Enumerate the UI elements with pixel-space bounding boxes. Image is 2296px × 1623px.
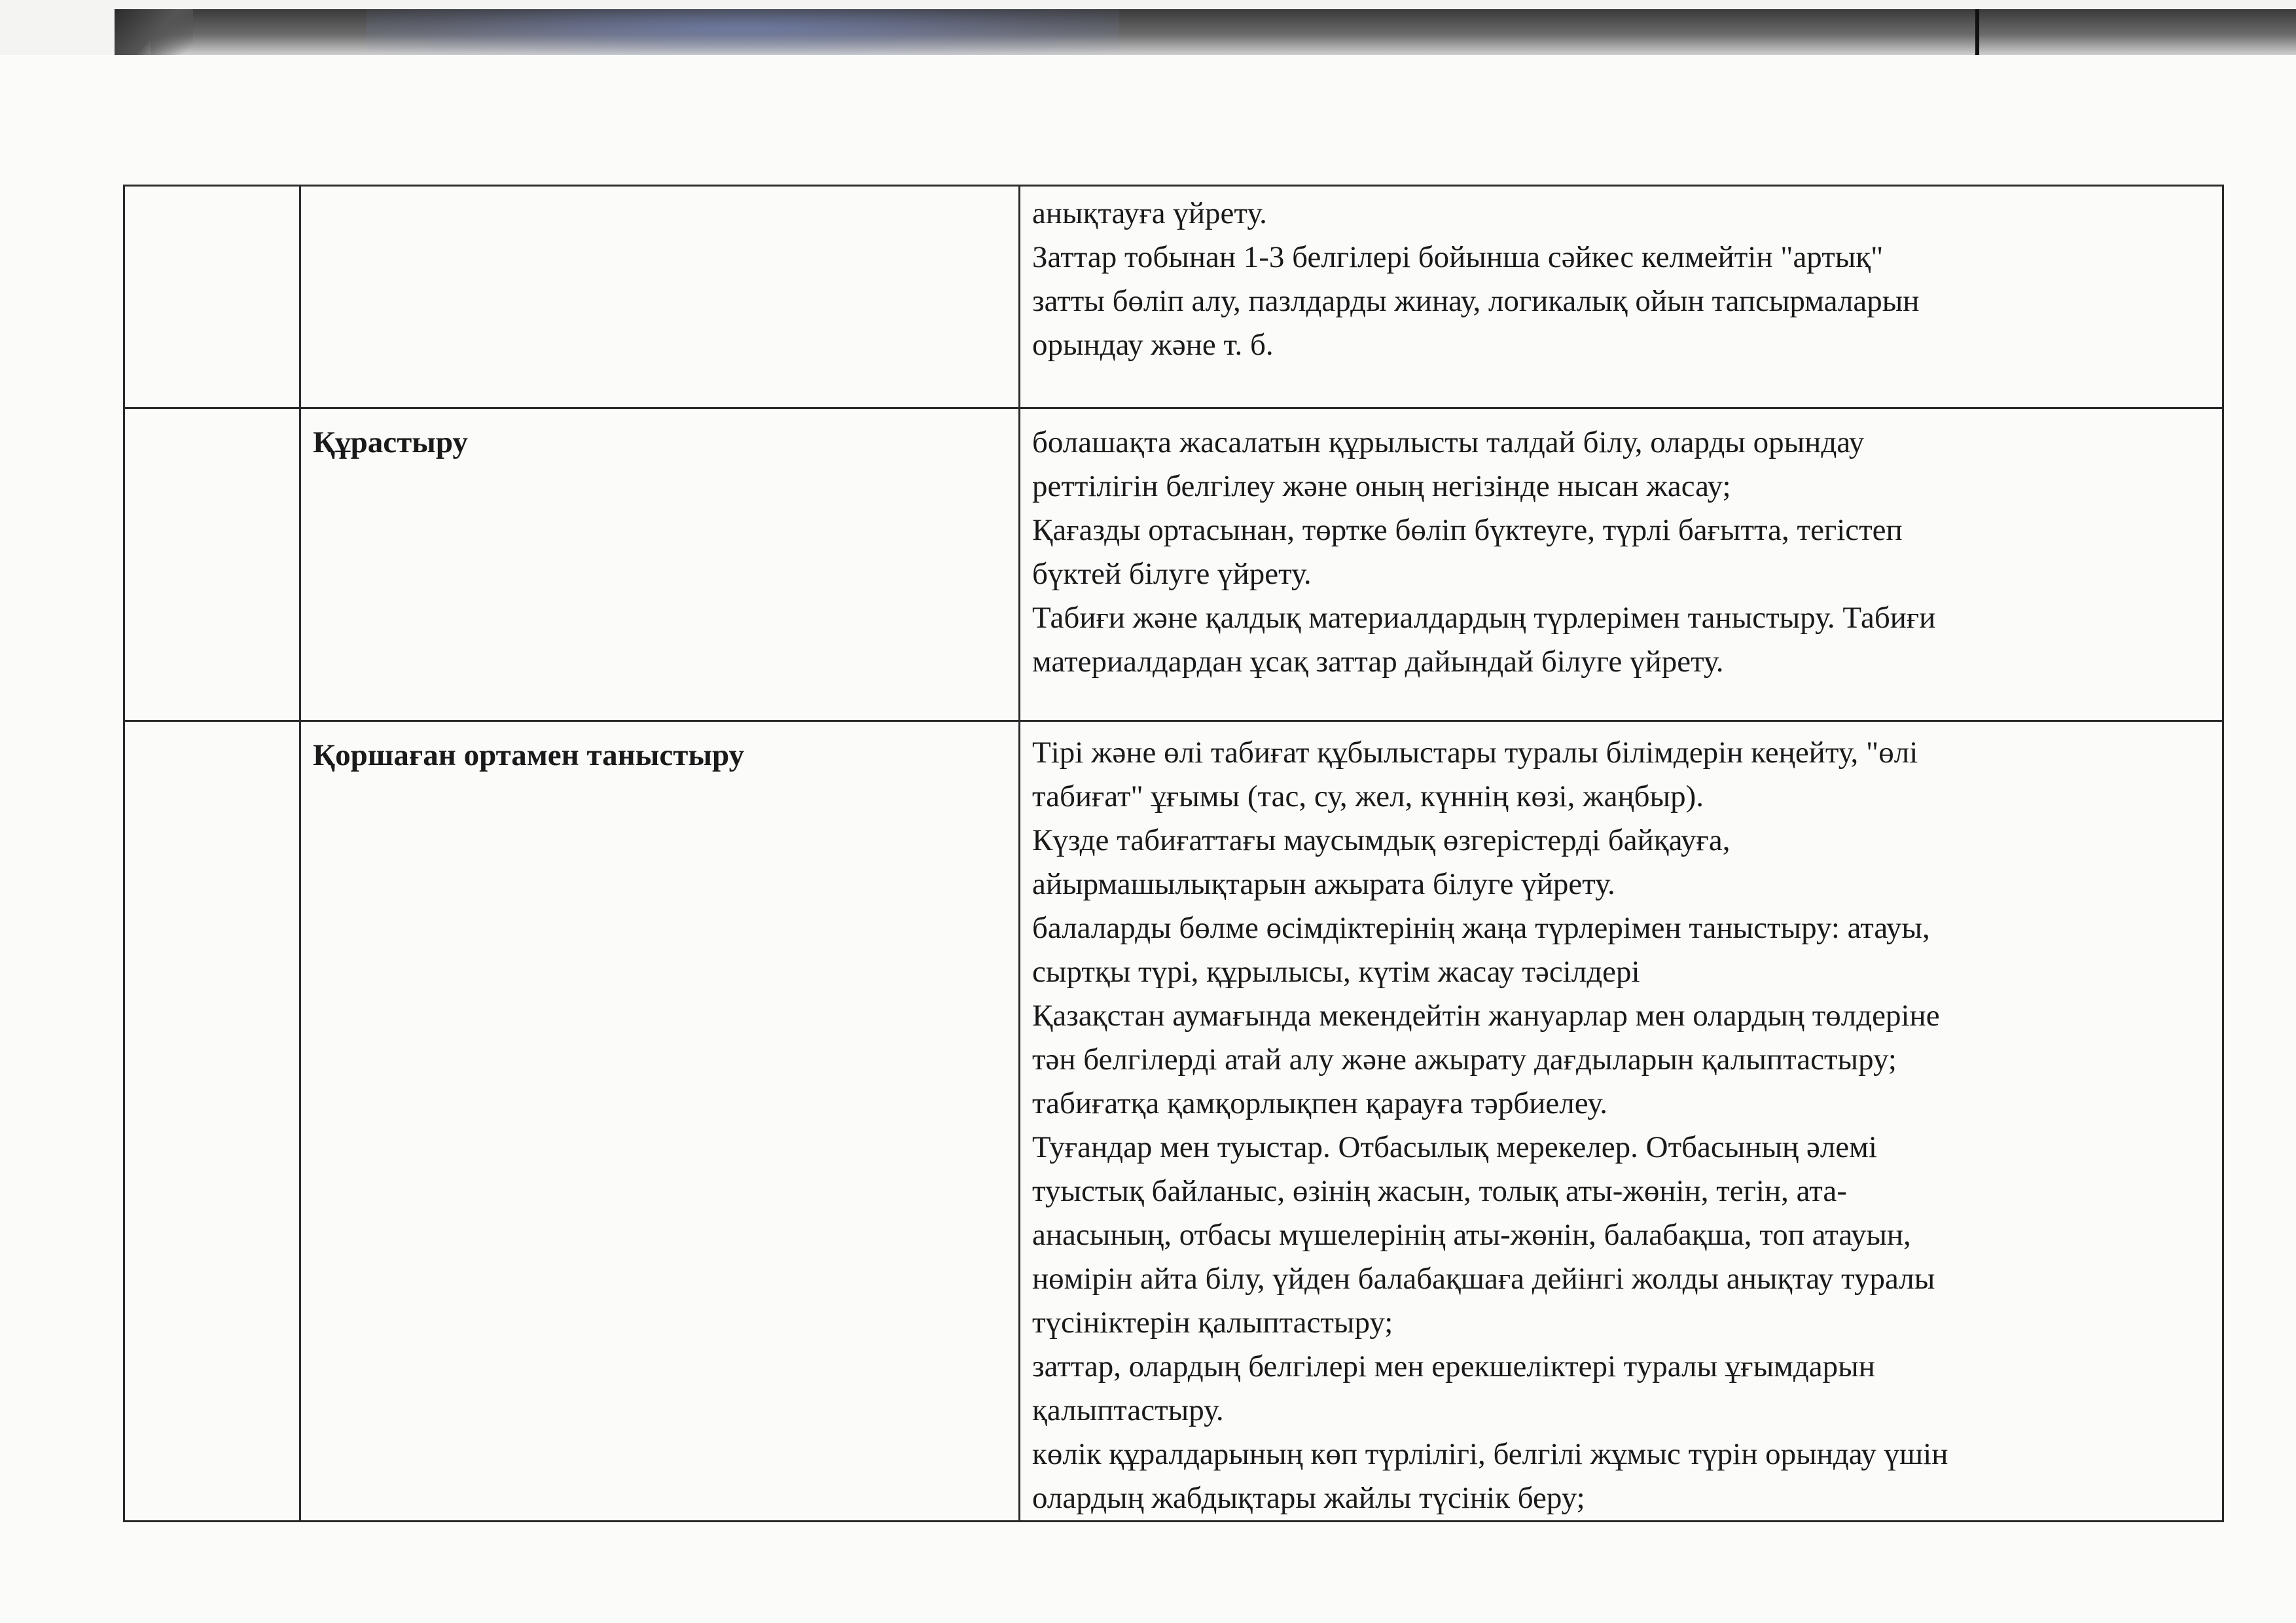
- table-row: [124, 408, 2223, 721]
- content-line: Күзде табиғаттағы маусымдық өзгерістерді байқауға,: [1032, 823, 1731, 857]
- content-line: болашақта жасалатын құрылысты талдай білу, оларды орындау: [1032, 425, 1865, 459]
- content-line: табиғат" ұғымы (тас, су, жел, күннің көзі, жаңбыр).: [1032, 779, 1704, 813]
- section-title: Қоршаған ортамен таныстыру: [313, 738, 745, 772]
- content-line: табиғатқа қамқорлықпен қарауға тәрбиелеу.: [1032, 1086, 1607, 1120]
- section-title: Құрастыру: [313, 425, 468, 459]
- content-line: қалыптастыру.: [1032, 1393, 1224, 1427]
- content-line: затты бөліп алу, пазлдарды жинау, логикалық ойын тапсырмаларын: [1032, 284, 1920, 318]
- content-line: туыстық байланыс, өзінің жасын, толық аты-жөнін, тегін, ата-: [1032, 1174, 1847, 1208]
- content-line: реттілігін белгілеу және оның негізінде нысан жасау;: [1032, 469, 1731, 503]
- content-line: олардың жабдықтары жайлы түсінік беру;: [1032, 1481, 1585, 1515]
- curriculum-table: [123, 185, 2224, 1522]
- content-line: сыртқы түрі, құрылысы, күтім жасау тәсілдері: [1032, 955, 1640, 989]
- content-line: нөмірін айта білу, үйден балабақшаға дейінгі жолды анықтау туралы: [1032, 1262, 1935, 1296]
- content-line: Қағазды ортасынан, төртке бөліп бүктеуге, түрлі бағытта, тегістеп: [1032, 513, 1903, 547]
- empty-cell: [124, 186, 300, 408]
- content-line: көлік құралдарының көп түрлілігі, белгілі жұмыс түрін орындау үшін: [1032, 1437, 1948, 1471]
- content-line: Қазақстан аумағында мекендейтін жануарлар мен олардың төлдеріне: [1032, 999, 1940, 1033]
- scanner-edge-tint: [367, 9, 1119, 55]
- content-line: балаларды бөлме өсімдіктерінің жаңа түрлерімен таныстыру: атауы,: [1032, 911, 1930, 945]
- section-title-cell: [300, 186, 1020, 408]
- table-row: [124, 186, 2223, 408]
- section-title-cell: [300, 721, 1020, 1522]
- content-line: Табиғи және қалдық материалдардың түрлерімен таныстыру. Табиғи: [1032, 601, 1936, 635]
- content-line: Туғандар мен туыстар. Отбасылық мерекелер. Отбасының әлемі: [1032, 1130, 1877, 1164]
- content-line: заттар, олардың белгілері мен ерекшеліктері туралы ұғымдарын: [1032, 1349, 1875, 1383]
- content-line: Заттар тобынан 1-3 белгілері бойынша сәйкес келмейтін "артық": [1032, 240, 1884, 274]
- content-line: бүктей білуге үйрету.: [1032, 557, 1312, 591]
- content-line: Тірі және өлі табиғат құбылыстары туралы білімдерін кеңейту, "өлі: [1032, 736, 1918, 770]
- content-line: материалдардан ұсақ заттар дайындай білуге үйрету.: [1032, 645, 1724, 679]
- content-cell: [1020, 408, 2223, 721]
- empty-cell: [124, 408, 300, 721]
- content-line: анасының, отбасы мүшелерінің аты-жөнін, балабақша, топ атауын,: [1032, 1218, 1911, 1252]
- content-cell: [1020, 721, 2223, 1522]
- content-line: анықтауға үйрету.: [1032, 196, 1267, 230]
- content-line: түсініктерін қалыптастыру;: [1032, 1306, 1393, 1340]
- content-line: тән белгілерді атай алу және ажырату дағдыларын қалыптастыру;: [1032, 1043, 1897, 1077]
- content-line: орындау және т. б.: [1032, 328, 1274, 362]
- section-title: [313, 187, 1007, 198]
- table-row: [124, 721, 2223, 1522]
- content-line: айырмашылықтарын ажырата білуге үйрету.: [1032, 867, 1615, 901]
- content-cell: [1020, 186, 2223, 408]
- section-title-cell: [300, 408, 1020, 721]
- scanner-edge-mark: [1975, 9, 1979, 55]
- empty-cell: [124, 721, 300, 1522]
